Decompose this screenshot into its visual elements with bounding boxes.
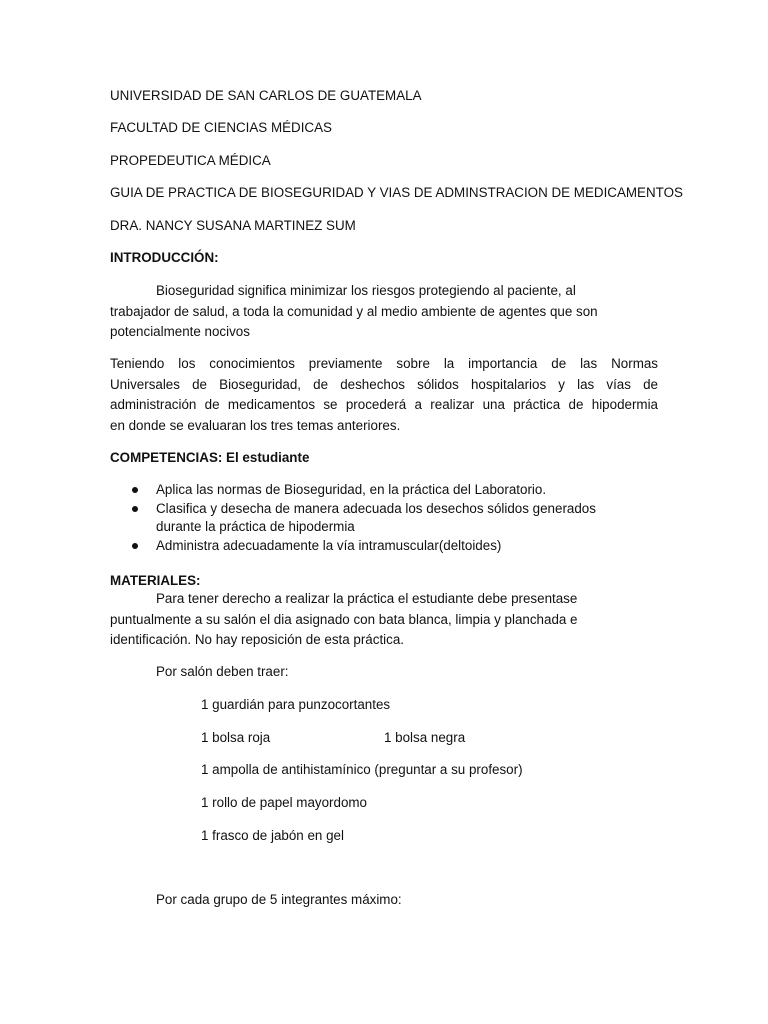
intro-p2-line: Teniendo los conocimientos previamente sobre la importancia de las Normas (110, 356, 658, 371)
per-room-label: Por salón deben traer: (156, 664, 289, 679)
material-item: 1 guardián para punzocortantes (201, 697, 391, 712)
intro-p2-line: en donde se evaluaran los tres temas anteriores. (110, 417, 401, 433)
intro-p1-line: potencialmente nocivos (110, 324, 250, 339)
materiales-line: Para tener derecho a realizar la práctica el estudiante debe presentase (156, 591, 578, 606)
bullet-icon (132, 506, 138, 512)
list-item (110, 537, 670, 556)
materiales-line: puntualmente a su salón el dia asignado con bata blanca, limpia y planchada e (110, 611, 578, 627)
material-item: 1 bolsa roja (201, 730, 271, 745)
bullet-icon (132, 543, 138, 549)
material-item: 1 ampolla de antihistamínico (preguntar a su profesor) (201, 762, 523, 777)
competencias-list (110, 481, 670, 555)
material-item: 1 bolsa negra (384, 730, 466, 745)
course-name: PROPEDEUTICA MÉDICA (110, 153, 271, 168)
introduction-paragraph-2 (110, 354, 658, 436)
list-item-text: durante la práctica de hipodermia (156, 519, 355, 534)
introduction-paragraph-1 (110, 281, 658, 343)
intro-p1-line: trabajador de salud, a toda la comunidad y al medio ambiente de agentes que son (110, 303, 598, 319)
author-name: DRA. NANCY SUSANA MARTINEZ SUM (110, 218, 356, 233)
list-item (110, 481, 670, 500)
competencias-heading: COMPETENCIAS: El estudiante (110, 450, 310, 465)
introduction-heading: INTRODUCCIÓN: (110, 250, 219, 265)
materiales-heading: MATERIALES: (110, 573, 201, 588)
material-item: 1 rollo de papel mayordomo (201, 795, 367, 810)
materiales-paragraph (110, 589, 658, 651)
intro-p2-line: administración de medicamentos se procederá a realizar una práctica de hipodermia (110, 397, 658, 412)
faculty-name: FACULTAD DE CIENCIAS MÉDICAS (110, 120, 332, 135)
intro-p2-line: Universales de Bioseguridad, de deshechos sólidos hospitalarios y las vías de (110, 376, 658, 392)
list-item-text: Aplica las normas de Bioseguridad, en la práctica del Laboratorio. (156, 482, 547, 497)
bullet-icon (132, 487, 138, 493)
guide-title: GUIA DE PRACTICA DE BIOSEGURIDAD Y VIAS DE ADMINSTRACION DE MEDICAMENTOS (110, 185, 683, 200)
list-item (110, 500, 670, 537)
list-item-text: Clasifica y desecha de manera adecuada los desechos sólidos generados (156, 500, 596, 516)
university-name: UNIVERSIDAD DE SAN CARLOS DE GUATEMALA (110, 88, 422, 103)
intro-p1-line: Bioseguridad significa minimizar los riesgos protegiendo al paciente, al (156, 283, 576, 298)
materiales-line: identificación. No hay reposición de esta práctica. (110, 632, 405, 647)
material-item: 1 frasco de jabón en gel (201, 828, 344, 843)
per-group-label: Por cada grupo de 5 integrantes máximo: (156, 892, 402, 907)
list-item-text: Administra adecuadamente la vía intramuscular(deltoides) (156, 537, 502, 553)
